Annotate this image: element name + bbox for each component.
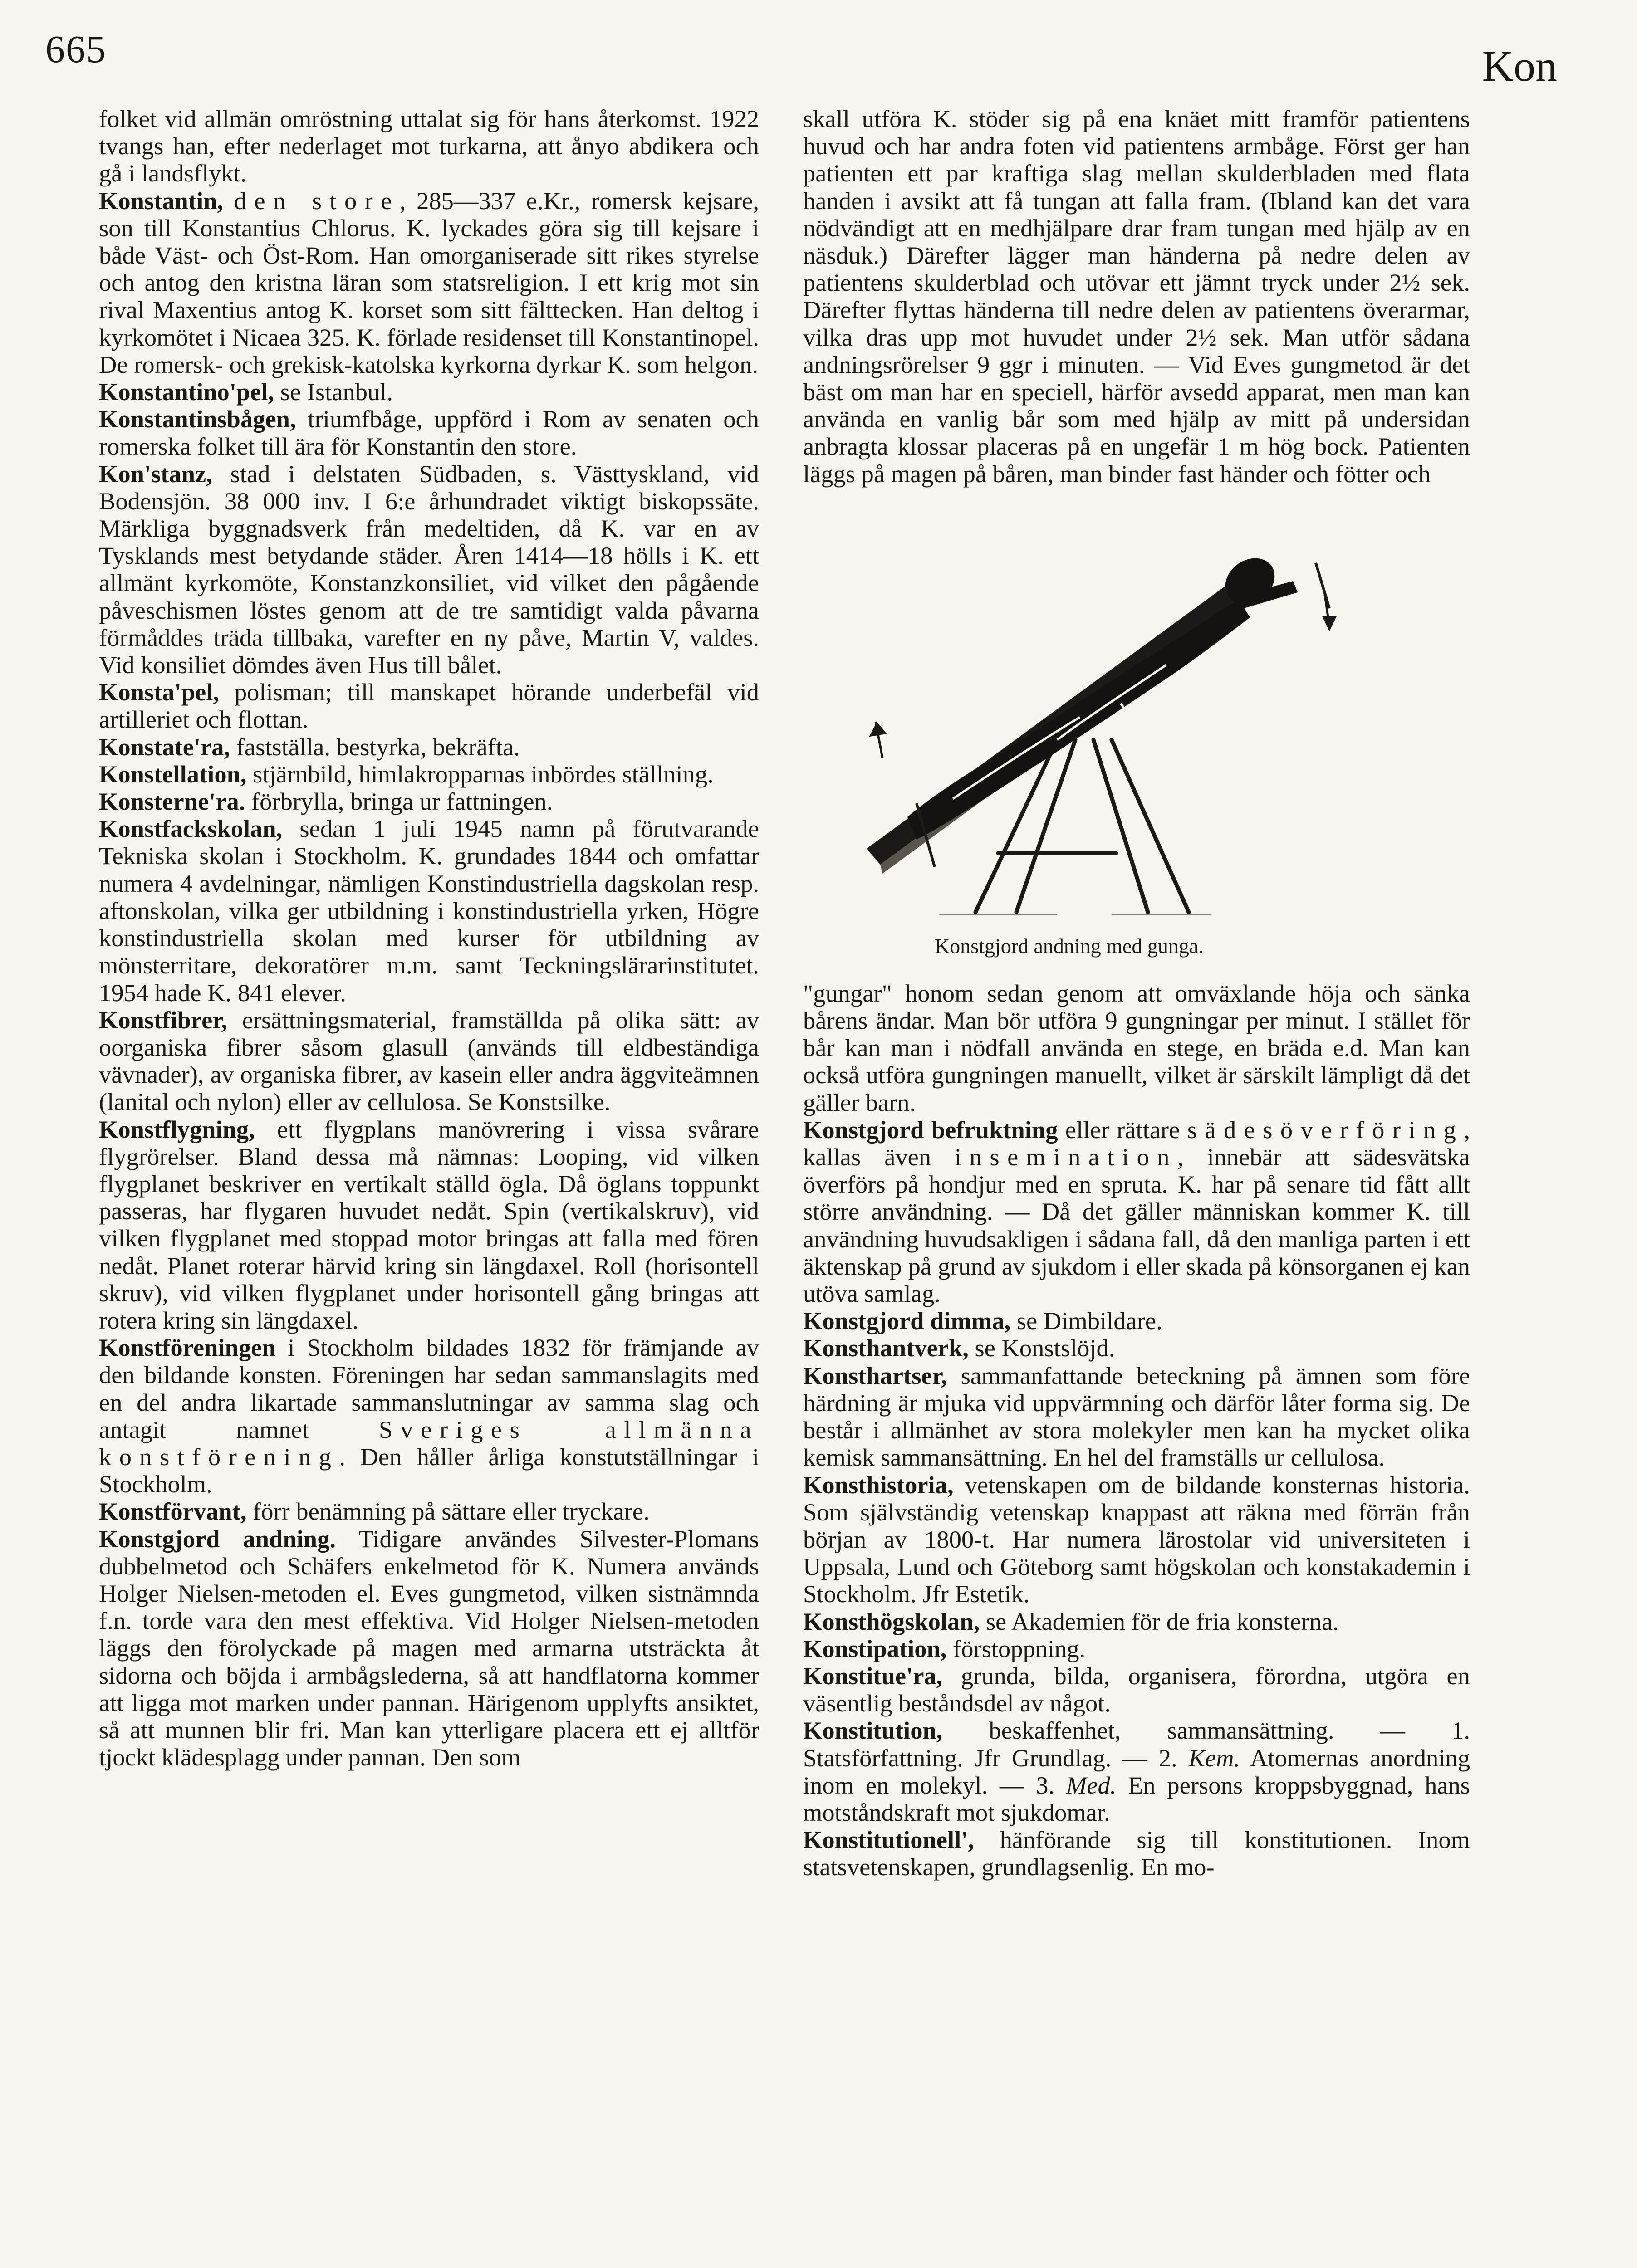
- entry-text: se Istanbul.: [274, 378, 393, 406]
- strap-rope-head: [1316, 563, 1329, 608]
- patient-figure: [907, 549, 1298, 840]
- entry-konstanz: [99, 460, 759, 679]
- entry-konstgjord-dimma: [803, 1307, 1470, 1334]
- figure-caption: Konstgjord andning med gunga.: [935, 934, 1204, 958]
- entry-konsthartser: [803, 1362, 1470, 1471]
- entry-konstantinsbagen: [99, 406, 759, 460]
- spaced-term: sädesöverföring: [1187, 1115, 1464, 1144]
- entry-konstitutionell: [803, 1826, 1470, 1881]
- entry-konstantin: [99, 187, 759, 378]
- entry-text: polisman; till manskapet hörande underbefäl vid artilleriet och flottan.: [99, 678, 759, 733]
- entry-text: triumfbåge, uppförd i Rom av senaten och romerska folket till ära för Konstantin den store.: [99, 405, 759, 460]
- entry-head: Konstate'ra,: [99, 733, 230, 761]
- left-column: [99, 105, 759, 1771]
- entry-text: sedan 1 juli 1945 namn på förutvarande Tekniska skolan i Stockholm. K. grundades 1844 och omfattar numera 4 avdelningar, nämligen Konstindustriella dagskolan resp. aftonskolan, vilka ger utbildning i konstindustriella yrken, Högre konstindustriella skolan med kurser för utbildning av mönsterritare, dekoratörer m.m. samt Teckningslärarinstitutet. 1954 hade K. 841 elever.: [99, 815, 759, 1007]
- entry-konstituera: [803, 1662, 1470, 1717]
- spaced-term: Sveriges allmänna konstförening: [99, 1415, 760, 1471]
- entry-konstfackskolan: [99, 815, 759, 1006]
- guide-word: Kon: [1482, 42, 1557, 90]
- seesaw-drawing: [803, 504, 1470, 930]
- entry-text: se Konstslöjd.: [968, 1334, 1115, 1362]
- entry-text-2: Atomernas anordning inom en molekyl. — 3.: [803, 1744, 1470, 1799]
- entry-text: Tidigare användes Silvester-Plomans dubbelmetod och Schäfers enkelmetod för K. Numera används Holger Nielsen-metoden el. Eves gungmetod, vilken sistnämnda f.n. torde vara den mest effektiva. Vid Holger Nielsen-metoden läggs den förolyckade på magen med armarna utsträckta åt sidorna och böjda i armbågslederna, så att handflatorna kommer att ligga mot marken under pannan. Härigenom upplyfts ansiktet, så att munnen blir fri. Man kan ytterligare placera ett ej alltför tjockt klädesplagg under pannan. Den som: [99, 1525, 760, 1771]
- entry-konstfibrer: [99, 1007, 759, 1116]
- entry-text: , 285—337 e.Kr., romersk kejsare, son till Konstantius Chlorus. K. lyckades göra sig till kejsare i både Väst- och Öst-Rom. Han omorganiserade sitt rikes styrelse och antog den kristna läran som statsreligion. I ett krig mot sin rival Maxentius antog K. korset som sitt fälttecken. Han deltog i kyrkomötet i Nicaea 325. K. förlade residenset till Konstantinopel. De romersk- och grekisk-katolska kyrkorna dyrkar K. som helgon.: [99, 186, 759, 378]
- entry-head: Konstflygning,: [99, 1115, 255, 1143]
- entry-head: Konstitutionell',: [803, 1826, 975, 1854]
- trestle-leg-right: [1093, 740, 1148, 912]
- entry-head: Konsthantverk,: [803, 1334, 969, 1362]
- page-number: 665: [45, 27, 107, 71]
- right-column: [803, 105, 1470, 1881]
- entry-head: Konstitution,: [803, 1716, 943, 1745]
- entry-text: förstoppning.: [946, 1634, 1086, 1662]
- entry-konstellation: [99, 761, 759, 788]
- entry-konstapel: [99, 679, 759, 733]
- entry-konstipation: [803, 1635, 1470, 1662]
- entry-head: Konstitue'ra,: [803, 1662, 943, 1690]
- entry-text: förr benämning på sättare eller tryckare.: [246, 1497, 650, 1525]
- entry-tail: En persons kroppsbyggnad, hans motståndskraft mot sjukdomar.: [803, 1771, 1470, 1826]
- entry-head: Konsterne'ra.: [99, 787, 245, 816]
- entry-text: se Akademien för de fria konsterna.: [980, 1607, 1339, 1635]
- entry-text: se Dimbildare.: [1010, 1307, 1162, 1335]
- entry-text: i Stockholm bildades 1832 för främjande av den bildande konsten. Föreningen har sedan sammanslagits med en del andra likartade sammanslutningar av samma slag och antagit namnet: [99, 1334, 759, 1443]
- entry-text: förbrylla, bringa ur fattningen.: [245, 787, 553, 816]
- entry-text: ersättningsmaterial, framställda på olika sätt: av oorganiska fibrer såsom glasull (används till eldbeständiga vävnader), av organiska fibrer, av kasein eller andra äggviteämnen (lanital och nylon) eller av cellulosa. Se Konstsilke.: [99, 1006, 759, 1116]
- entry-konstatera: [99, 733, 759, 761]
- entry-head: Konstgjord befruktning: [803, 1115, 1058, 1144]
- entry-konstforeningen: [99, 1334, 759, 1498]
- entry-head: Konsthistoria,: [803, 1471, 954, 1499]
- entry-head: Konsthartser,: [803, 1361, 947, 1389]
- entry-head: Konstantinsbågen,: [99, 405, 296, 433]
- entry-text: fastställa. bestyrka, bekräfta.: [230, 733, 520, 761]
- entry-text: stjärnbild, himlakropparnas inbördes ställning.: [246, 760, 714, 788]
- entry-text: stad i delstaten Südbaden, s. Västtyskland, vid Bodensjön. 38 000 inv. I 6:e århundradet viktigt biskopssäte. Märkliga byggnadsverk från medeltiden, då K. var en av Tysklands mest betydande städer. Åren 1414—18 hölls i K. ett allmänt kyrkomöte, Konstanzkonsiliet, vid vilket den pågående påveschismen löstes genom att de tre samtidigt valda påvarna förmåddes träda tillbaka, varefter en ny påve, Martin V, valdes. Vid konsiliet dömdes även Hus till bålet.: [99, 459, 759, 679]
- entry-head: Konstantino'pel,: [99, 378, 274, 406]
- entry-head: Konstipation,: [803, 1634, 947, 1662]
- entry-konstgjord-andning: [99, 1525, 759, 1771]
- entry-head: Kon'stanz,: [99, 459, 212, 488]
- entry-head: Konsta'pel,: [99, 678, 219, 706]
- entry-konstgjord-befruktning: [803, 1116, 1470, 1307]
- entry-konstflygning: [99, 1116, 759, 1334]
- entry-konsthogskolan: [803, 1608, 1470, 1635]
- entry-head: Konstföreningen: [99, 1334, 276, 1362]
- entry-head: Konstfackskolan,: [99, 815, 283, 843]
- entry-konsthistoria: [803, 1471, 1470, 1608]
- entry-konsternera: [99, 788, 759, 815]
- entry-text: hänförande sig till konstitutionen. Inom statsvetenskapen, grundlagsenlig. En mo-: [803, 1826, 1470, 1881]
- entry-head: Konstellation,: [99, 760, 247, 788]
- spaced-term: den store: [234, 186, 400, 215]
- continuation-bottom: "gungar" honom sedan genom att omväxlande höja och sänka bårens ändar. Man bör utföra 9 gungningar per minut. I stället för bår kan man i nödfall använda en stege, en bräda e.d. Man kan också utföra gungningen manuellt, vilket är särskilt lämpligt då det gäller barn.: [803, 979, 1470, 1116]
- entry-text: ett flygplans manövrering i vissa svårare flygrörelser. Bland dessa må nämnas: Looping, vid vilken flygplanet beskriver en vertikalt ställd ögla. Då öglans toppunkt passeras, har flygaren huvudet nedåt. Spin (vertikalskruv), vid vilken flygplanet med stoppad motor bringas att falla med fören nedåt. Planet roterar härvid kring sin längdaxel. Roll (horisontell skruv), vid vilken flygplanet under horisontell gång bringas att rotera kring sin längdaxel.: [99, 1115, 759, 1334]
- entry-tail: , innebär att sädesvätska överförs på hondjur med en spruta. K. har på senare tid fått allt större användning. — Då det gäller människan kommer K. till användning huvudsakligen i sådana fall, då den manliga parten i ett äktenskap på grund av sjukdom i eller skada på könsorganen ej kan utöva samlag.: [803, 1143, 1470, 1308]
- entry-konstitution: [803, 1717, 1470, 1826]
- entry-head: Konstgjord dimma,: [803, 1307, 1011, 1335]
- entry-konsthantverk: [803, 1334, 1470, 1362]
- entry-text: beskaffenhet, sammansättning. — 1. Statsförfattning. Jfr Grundlag. — 2.: [803, 1716, 1470, 1772]
- entry-head: Konstgjord andning.: [99, 1525, 336, 1553]
- entry-konstantinopel: [99, 378, 759, 406]
- entry-text: grunda, bilda, organisera, förordna, utgöra en väsentlig beståndsdel av något.: [803, 1662, 1470, 1717]
- entry-text: eller rättare: [1058, 1115, 1187, 1144]
- entry-head: Konstförvant,: [99, 1497, 247, 1525]
- entry-head: Konstantin,: [99, 186, 224, 215]
- abbrev-italic: Kem.: [1188, 1744, 1240, 1772]
- entry-head: Konstfibrer,: [99, 1006, 228, 1034]
- continuation-top: skall utföra K. stöder sig på ena knäet mitt framför patientens huvud och har andra foten vid patientens armbåge. Först ger han patienten ett par kraftiga slag mellan skulderbladen med flata handen i avsikt att få tungan att falla fram. (Ibland kan det vara nödvändigt att en medhjälpare drar fram tungan med hjälp av en näsduk.) Därefter lägger man händerna på nedre delen av patientens skulderblad och utövar ett jämnt tryck under 2½ sek. Därefter flyttas händerna till nedre delen av patientens överarmar, vilka dras upp mot huvudet under 2½ sek. Man utför sådana andningsrörelser 9 ggr i minuten. — Vid Eves gungmetod är det bäst om man har en speciell, härför avsedd apparat, men man kan använda en vanlig bår som med hjälp av mitt på undersidan anbragta klossar placeras på en ungefär 1 m hög bock. Patienten läggs på magen på båren, man binder fast händer och fötter och: [803, 105, 1470, 488]
- entry-text: vetenskapen om de bildande konsternas historia. Som självständig vetenskap knappast att räkna med förrän från början av 1800-t. Har numera lärostolar vid universiteten i Uppsala, Lund och Göteborg samt högskolan och konstakademin i Stockholm. Jfr Estetik.: [803, 1471, 1470, 1608]
- figure-seesaw-illustration: [803, 504, 1470, 960]
- entry-head: Konsthögskolan,: [803, 1607, 980, 1635]
- entry-tail: . Den håller årliga konstutställningar i Stockholm.: [99, 1442, 759, 1498]
- entry-konstforvant: [99, 1498, 759, 1525]
- entry-text-2: , kallas även: [803, 1115, 1470, 1171]
- trestle-leg-right-inner: [1112, 740, 1189, 912]
- abbrev-italic-2: Med.: [1066, 1771, 1117, 1799]
- spaced-term-2: insemination: [955, 1143, 1177, 1171]
- intro-paragraph: folket vid allmän omröstning uttalat sig för hans återkomst. 1922 tvangs han, efter nederlaget mot turkarna, att ånyo abdikera och gå i landsflykt.: [99, 105, 759, 187]
- entry-text: sammanfattande beteckning på ämnen som före härdning är mjuka vid uppvärmning och därför låter forma sig. De består i allmänhet av stora molekyler men kan ha mycket olika kemisk sammansättning. En hel del framställs ur cellulosa.: [803, 1361, 1470, 1471]
